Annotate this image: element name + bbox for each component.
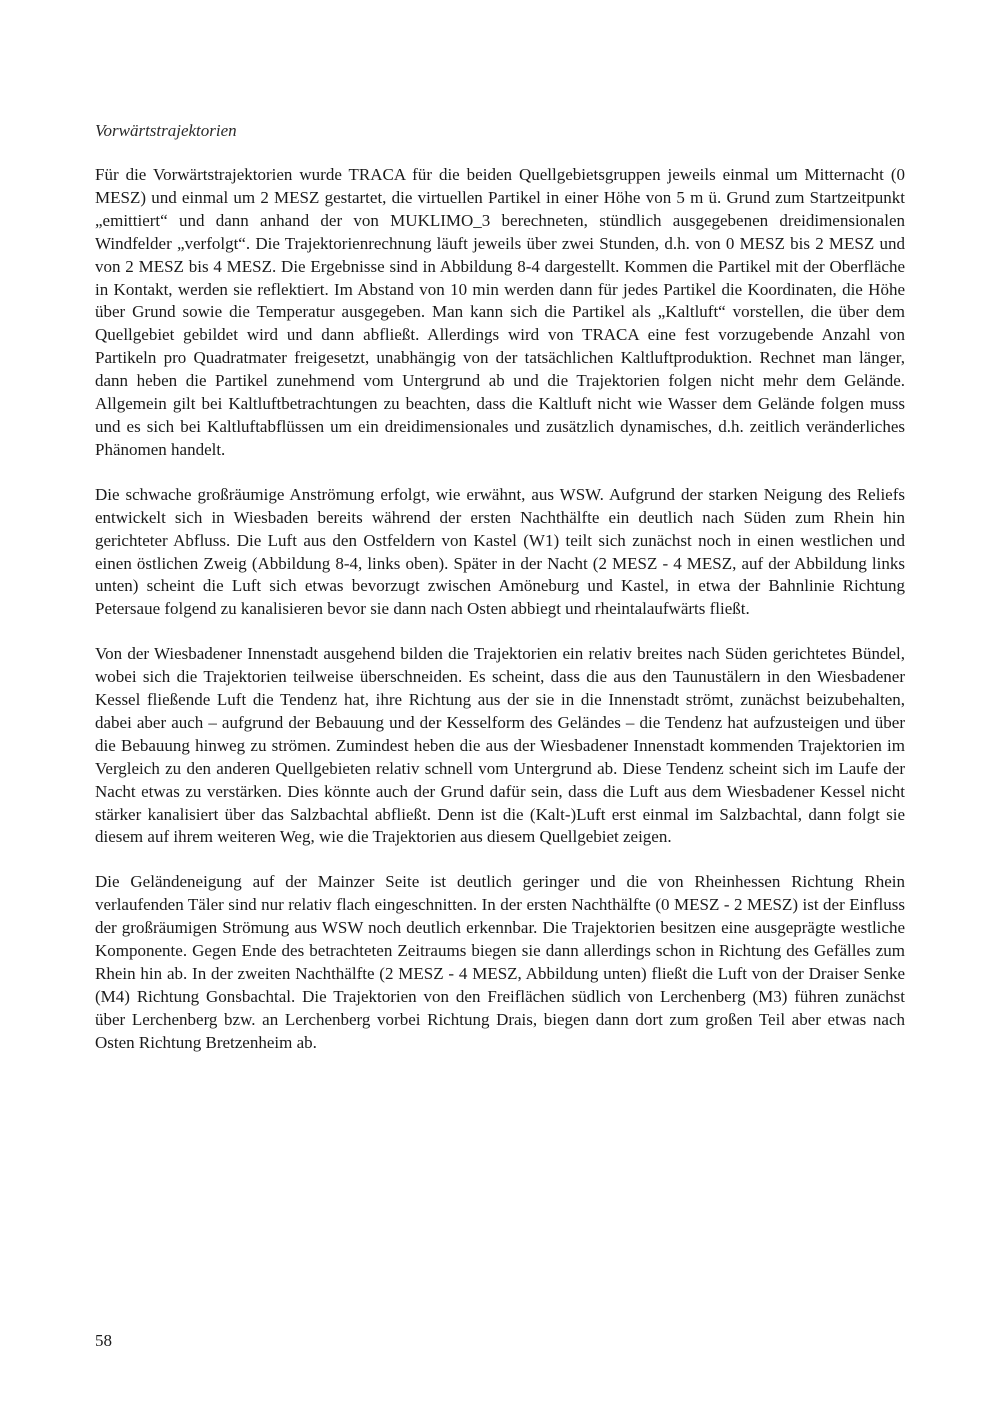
document-body [95,120,905,1077]
page-number: 58 [95,1331,112,1350]
paragraph-4: Die Geländeneigung auf der Mainzer Seite ist deutlich geringer und die von Rheinhessen Richtung Rhein verlaufenden Täler sind nur relativ flach eingeschnitten. In der ersten Nachthälfte (0 MESZ - 2 MESZ) ist der Einfluss der großräumigen Strömung aus WSW noch deutlich erkennbar. Die Trajektorien besitzen eine ausgeprägte westliche Komponente. Gegen Ende des betrachteten Zeitraums biegen sie dann allerdings schon in Richtung des Gefälles zum Rhein hin ab. In der zweiten Nachthälfte (2 MESZ - 4 MESZ, Abbildung unten) fließt die Luft von der Draiser Senke (M4) Richtung Gonsbachtal. Die Trajektorien von den Freiflächen südlich von Lerchenberg (M3) führen zunächst über Lerchenberg bzw. an Lerchenberg vorbei Richtung Drais, biegen dann dort zum großen Teil aber etwas nach Osten Richtung Bretzenheim ab. [95,872,905,1052]
paragraph-2: Die schwache großräumige Anströmung erfolgt, wie erwähnt, aus WSW. Aufgrund der starken Neigung des Reliefs entwickelt sich in Wiesbaden bereits während der ersten Nachthälfte ein deutlich nach Süden zum Rhein hin gerichteter Abfluss. Die Luft aus den Ostfeldern von Kastel (W1) teilt sich zunächst noch in einen westlichen und einen östlichen Zweig (Abbildung 8-4, links oben). Später in der Nacht (2 MESZ - 4 MESZ, auf der Abbildung links unten) scheint die Luft sich etwas bevorzugt zwischen Amöneburg und Kastel, in etwa der Bahnlinie Richtung Petersaue folgend zu kanalisieren bevor sie dann nach Osten abbiegt und rheintalaufwärts fließt. [95,484,905,619]
section-heading: Vorwärtstrajektorien [95,121,237,140]
paragraph-1: Für die Vorwärtstrajektorien wurde TRACA für die beiden Quellgebietsgruppen jeweils einmal um Mitternacht (0 MESZ) und einmal um 2 MESZ gestartet, die virtuellen Partikel in einer Höhe von 5 m ü. Grund zum Startzeitpunkt „emittiert“ und dann anhand der von MUKLIMO_3 berechneten, stündlich ausgegebenen dreidimensionalen Windfelder „verfolgt“. Die Trajektorienrechnung läuft jeweils über zwei Stunden, d.h. von 0 MESZ bis 2 MESZ und von 2 MESZ bis 4 MESZ. Die Ergebnisse sind in Abbildung 8-4 dargestellt. Kommen die Partikel mit der Oberfläche in Kontakt, werden sie reflektiert. Im Abstand von 10 min werden dann für jedes Partikel die Koordinaten, die Höhe über Grund sowie die Temperatur ausgegeben. Man kann sich die Partikel als „Kaltluft“ vorstellen, die über dem Quellgebiet gebildet wird und dann abfließt. Allerdings wird von TRACA eine fest vorzugebende Anzahl von Partikeln pro Quadratmater freigesetzt, unabhängig von der tatsächlichen Kaltluftproduktion. Rechnet man länger, dann heben die Partikel zunehmend vom Untergrund ab und die Trajektorien folgen nicht mehr dem Gelände. Allgemein gilt bei Kaltluftbetrachtungen zu beachten, dass die Kaltluft nicht wie Wasser dem Gelände folgen muss und es sich bei Kaltluftabflüssen um ein dreidimensionales und zusätzlich dynamisches, d.h. zeitlich veränderliches Phänomen handelt. [95,165,905,459]
paragraph-3: Von der Wiesbadener Innenstadt ausgehend bilden die Trajektorien ein relativ breites nach Süden gerichtetes Bündel, wobei sich die Trajektorien teilweise überschneiden. Es scheint, dass die aus den Taunustälern in den Wiesbadener Kessel fließende Luft die Tendenz hat, ihre Richtung aus der sie in die Innenstadt strömt, zunächst beizubehalten, dabei aber auch – aufgrund der Bebauung und der Kesselform des Geländes – die Tendenz hat aufzusteigen und über die Bebauung hinweg zu strömen. Zumindest heben die aus der Wiesbadener Innenstadt kommenden Trajektorien im Vergleich zu den anderen Quellgebieten relativ schnell vom Untergrund ab. Diese Tendenz scheint sich im Laufe der Nacht etwas zu verstärken. Dies könnte auch der Grund dafür sein, dass die Luft aus dem Wiesbadener Kessel nicht stärker kanalisiert über das Salzbachtal abfließt. Denn ist die (Kalt-)Luft erst einmal im Salzbachtal, dann folgt sie diesem auf ihrem weiteren Weg, wie die Trajektorien aus diesem Quellgebiet zeigen. [95,644,905,847]
